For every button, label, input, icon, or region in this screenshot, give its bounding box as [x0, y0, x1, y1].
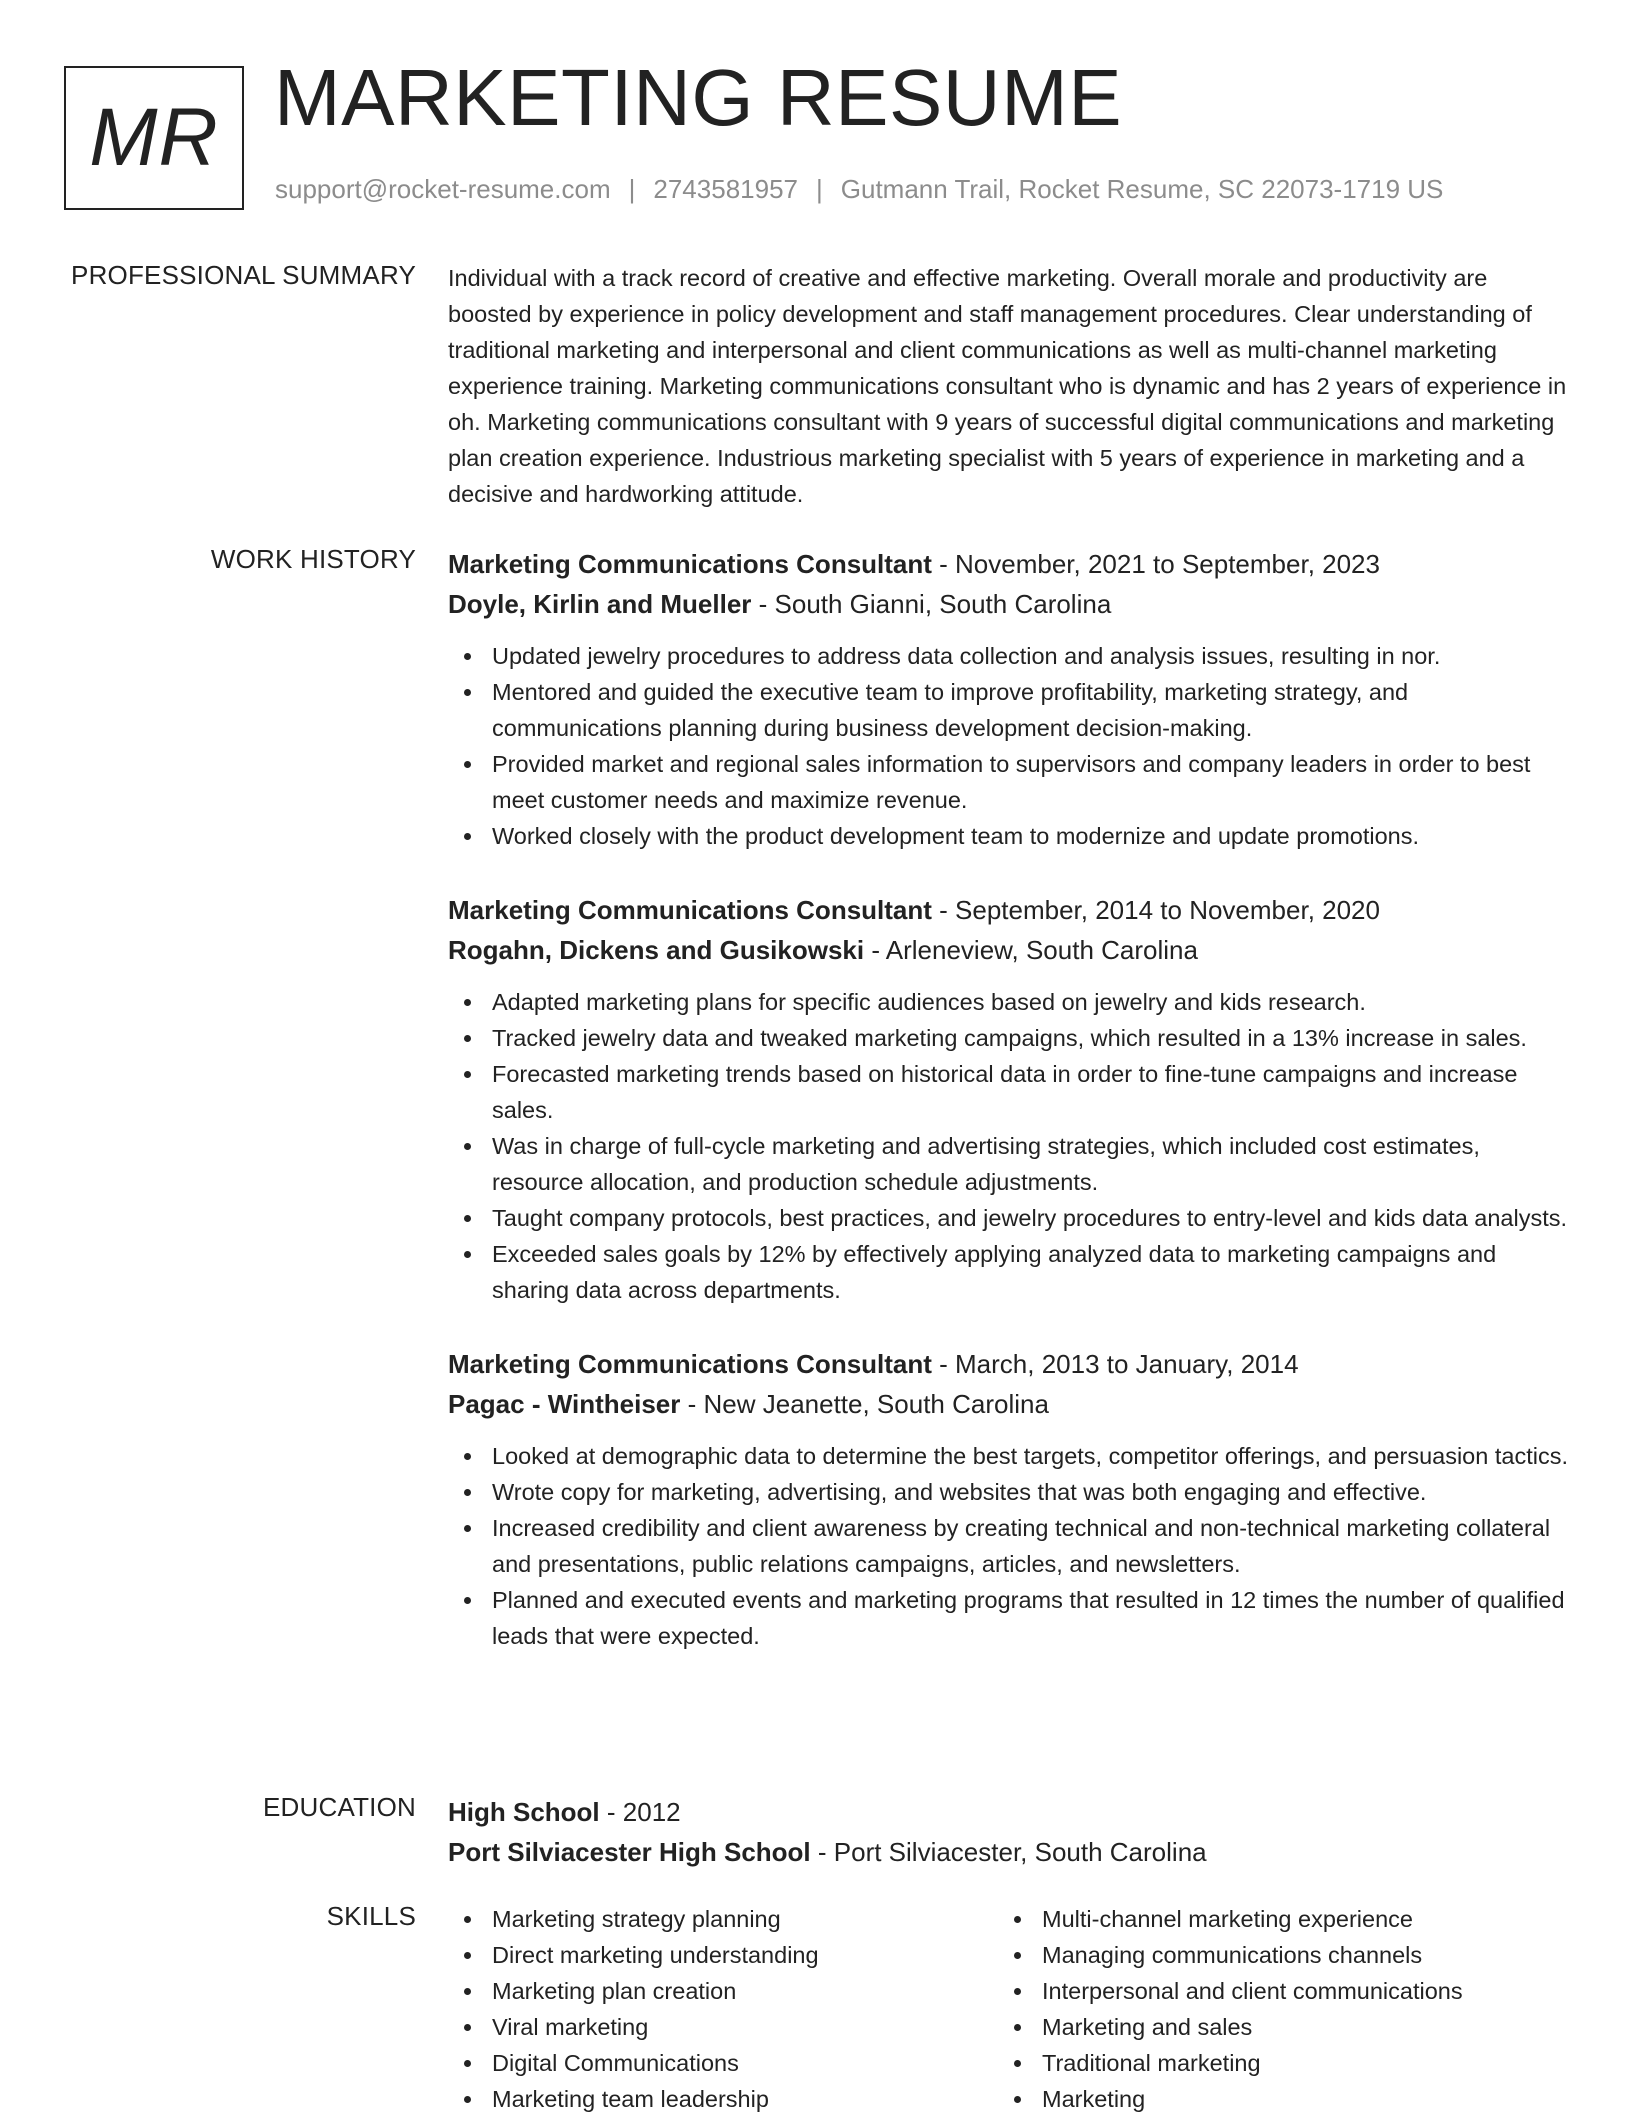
monogram-logo: MR — [64, 66, 244, 210]
list-item: Wrote copy for marketing, advertising, and websites that was both engaging and effective. — [448, 1474, 1568, 1510]
list-item: Mentored and guided the executive team to improve profitability, marketing strategy, and communications planning during business development decision-making. — [448, 674, 1568, 746]
job-title: Marketing Communications Consultant — [448, 1349, 932, 1379]
list-item: Forecasted marketing trends based on historical data in order to fine-tune campaigns and increase sales. — [448, 1056, 1568, 1128]
contact-phone[interactable]: 2743581957 — [653, 174, 798, 204]
skill-item: Interpersonal and client communications — [998, 1973, 1548, 2009]
list-item: Worked closely with the product development team to modernize and update promotions. — [448, 818, 1568, 854]
education-location: - Port Silviacester, South Carolina — [810, 1837, 1207, 1867]
education-degree-line — [448, 1792, 1568, 1832]
job-company-line — [448, 584, 1568, 624]
skill-item: Multi-channel marketing experience — [998, 1901, 1548, 1937]
skill-item: Marketing plan creation — [448, 1973, 998, 2009]
job-location: - New Jeanette, South Carolina — [680, 1389, 1049, 1419]
job-location: - Arleneview, South Carolina — [864, 935, 1198, 965]
job-title: Marketing Communications Consultant — [448, 895, 932, 925]
work-history-section — [0, 544, 1632, 1649]
section-label-work-history: WORK HISTORY — [210, 544, 416, 574]
skill-item: Managing communications channels — [998, 1937, 1548, 1973]
education-year: - 2012 — [599, 1797, 681, 1827]
job-title-line — [448, 544, 1568, 584]
skill-item: Viral marketing — [448, 2009, 998, 2045]
list-item: Exceeded sales goals by 12% by effectively applying analyzed data to marketing campaigns and sharing data across departments. — [448, 1236, 1568, 1308]
education-degree: High School — [448, 1797, 600, 1827]
summary-text: Individual with a track record of creative and effective marketing. Overall morale and productivity are boosted by experience in policy development and staff management procedures. Clear understanding of traditional marketing and interpersonal and client communications as well as multi-channel marketing experience training. Marketing communications consultant who is dynamic and has 2 years of experience in oh. Marketing communications consultant with 9 years of successful digital communications and marketing plan creation experience. Industrious marketing specialist with 5 years of experience in marketing and a decisive and hardworking attitude. — [448, 265, 1567, 507]
contact-email[interactable]: support@rocket-resume.com — [275, 174, 611, 204]
job-company: Rogahn, Dickens and Gusikowski — [448, 935, 865, 965]
contact-separator: | — [628, 174, 636, 204]
skills-column-right — [998, 1901, 1548, 2112]
skill-item: Marketing and sales — [998, 2009, 1548, 2045]
skill-item: Digital Communications — [448, 2045, 998, 2081]
job-dates: - September, 2014 to November, 2020 — [931, 895, 1380, 925]
list-item: Adapted marketing plans for specific audiences based on jewelry and kids research. — [448, 984, 1568, 1020]
skill-item: Direct marketing understanding — [448, 1937, 998, 1973]
skills-column-left — [448, 1901, 998, 2112]
job-title-line — [448, 1344, 1568, 1384]
skill-item: Marketing team leadership — [448, 2081, 998, 2112]
list-item: Increased credibility and client awareness by creating technical and non-technical marketing collateral and presentations, public relations campaigns, articles, and newsletters. — [448, 1510, 1568, 1582]
job-location: - South Gianni, South Carolina — [751, 589, 1112, 619]
job-dates: - November, 2021 to September, 2023 — [931, 549, 1380, 579]
skill-item: Traditional marketing — [998, 2045, 1548, 2081]
section-label-skills: SKILLS — [326, 1901, 416, 1931]
work-history-list — [448, 544, 1568, 1690]
education-school: Port Silviacester High School — [448, 1837, 811, 1867]
job-company: Doyle, Kirlin and Mueller — [448, 589, 752, 619]
list-item: Taught company protocols, best practices, and jewelry procedures to entry-level and kids data analysts. — [448, 1200, 1568, 1236]
job-bullets — [448, 638, 1568, 854]
job-entry — [448, 544, 1568, 854]
job-bullets — [448, 984, 1568, 1308]
job-entry — [448, 1344, 1568, 1654]
section-label-summary: PROFESSIONAL SUMMARY — [71, 260, 416, 290]
list-item: Updated jewelry procedures to address data collection and analysis issues, resulting in nor. — [448, 638, 1568, 674]
job-title: Marketing Communications Consultant — [448, 549, 932, 579]
skills-grid — [448, 1901, 1568, 2112]
section-label-education: EDUCATION — [263, 1792, 416, 1822]
contact-line — [275, 174, 1443, 205]
job-bullets — [448, 1438, 1568, 1654]
education-section — [0, 1792, 1632, 1867]
list-item: Provided market and regional sales information to supervisors and company leaders in order to best meet customer needs and maximize revenue. — [448, 746, 1568, 818]
resume-title: MARKETING RESUME — [274, 53, 1123, 142]
list-item: Tracked jewelry data and tweaked marketing campaigns, which resulted in a 13% increase in sales. — [448, 1020, 1568, 1056]
list-item: Looked at demographic data to determine the best targets, competitor offerings, and persuasion tactics. — [448, 1438, 1568, 1474]
summary-section — [0, 260, 1632, 507]
education-school-line — [448, 1832, 1568, 1872]
job-title-line — [448, 890, 1568, 930]
contact-address: Gutmann Trail, Rocket Resume, SC 22073-1719 US — [840, 174, 1444, 204]
job-entry — [448, 890, 1568, 1308]
job-company: Pagac - Wintheiser — [448, 1389, 681, 1419]
skill-item: Marketing strategy planning — [448, 1901, 998, 1937]
contact-separator: | — [816, 174, 823, 204]
list-item: Planned and executed events and marketing programs that resulted in 12 times the number of qualified leads that were expected. — [448, 1582, 1568, 1654]
skill-item: Marketing — [998, 2081, 1548, 2112]
job-company-line — [448, 930, 1568, 970]
job-dates: - March, 2013 to January, 2014 — [931, 1349, 1299, 1379]
skills-section — [0, 1901, 1632, 2112]
job-company-line — [448, 1384, 1568, 1424]
list-item: Was in charge of full-cycle marketing and advertising strategies, which included cost estimates, resource allocation, and production schedule adjustments. — [448, 1128, 1568, 1200]
